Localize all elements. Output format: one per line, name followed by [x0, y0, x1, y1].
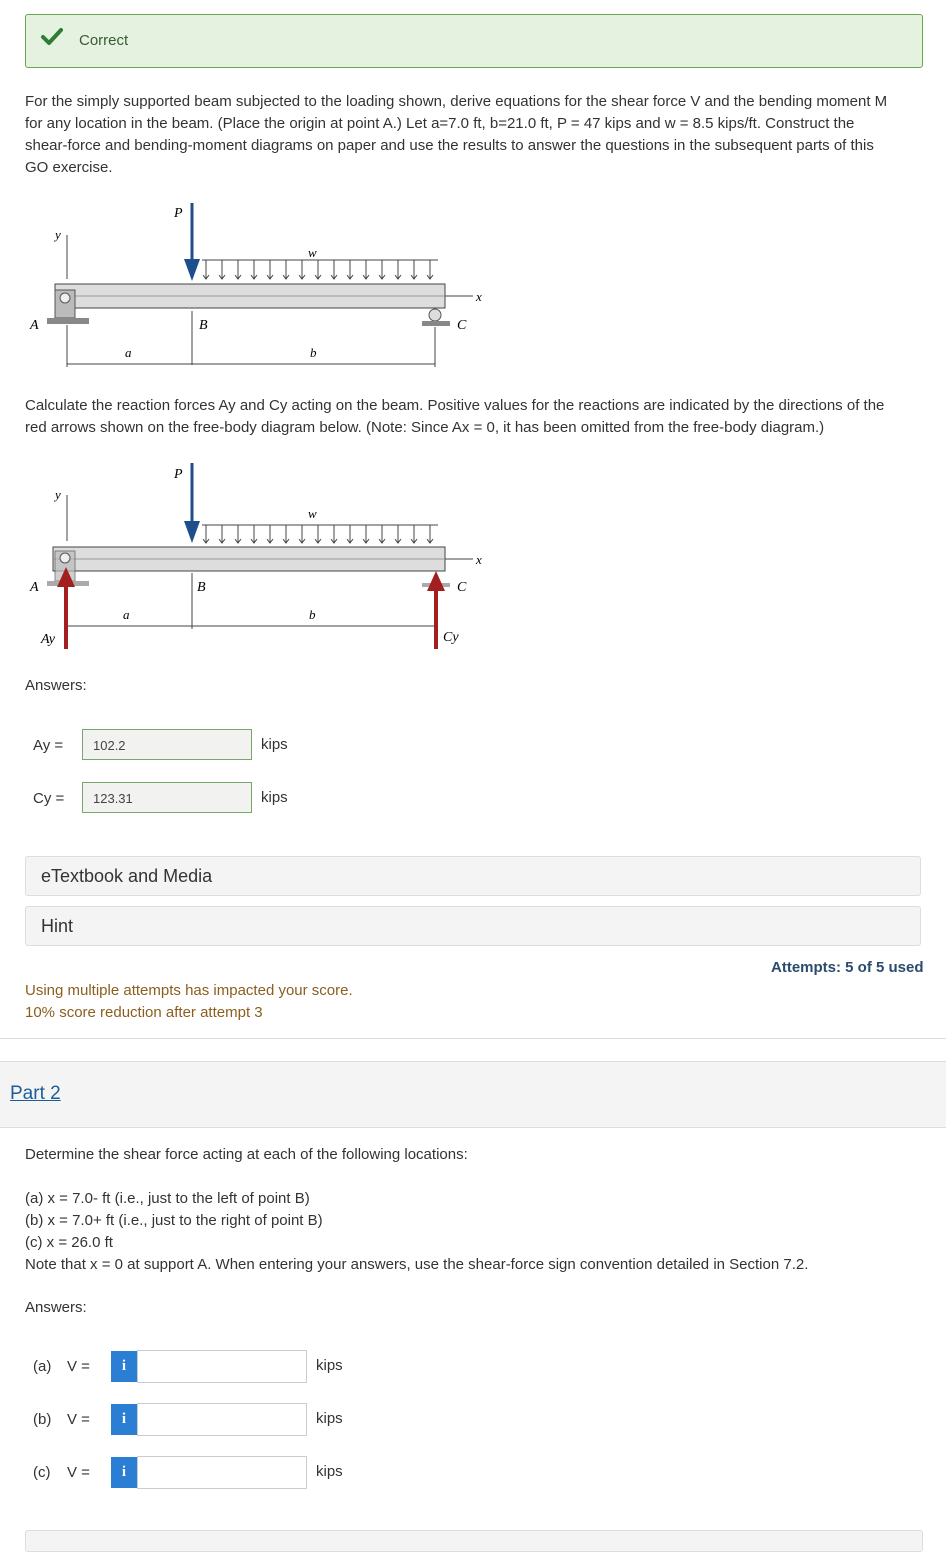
correct-banner — [25, 14, 923, 68]
correct-label: Correct — [79, 32, 129, 49]
hint-panel[interactable] — [25, 906, 921, 946]
fig1-B-label: B — [199, 318, 208, 333]
problem-text — [25, 91, 930, 179]
part2-answers-heading: Answers: — [25, 1299, 87, 1316]
fig2-w-label: w — [308, 506, 317, 521]
beam-figure — [25, 195, 505, 375]
penalty-line-2: 10% score reduction after attempt 3 — [25, 1004, 263, 1021]
problem-line-2: for any location in the beam. (Place the origin at point A.) Let a=7.0 ft, b=21.0 ft, P = 47 kips and w = 8.5 kips/ft. Construct the — [25, 115, 855, 132]
fig2-y-label: y — [55, 487, 61, 502]
part2-intro: Determine the shear force acting at each of the following locations: — [25, 1146, 468, 1163]
attempts-counter: Attempts: 5 of 5 used — [771, 959, 924, 976]
part2-locations — [25, 1188, 925, 1276]
ay-label: Ay = — [33, 737, 64, 754]
section-divider — [0, 1038, 946, 1039]
fig2-Cy-label: Cy — [443, 630, 459, 645]
fig2-Ay-label: Ay — [41, 632, 55, 647]
row-b-var: V = — [67, 1411, 90, 1428]
sign-convention-note: Note that x = 0 at support A. When entering your answers, use the shear-force sign convention detailed in Section 7.2. — [25, 1256, 809, 1273]
fig1-y-label: y — [55, 227, 61, 242]
free-body-diagram — [25, 455, 505, 660]
penalty-line-1: Using multiple attempts has impacted your score. — [25, 982, 353, 999]
problem-line-4: GO exercise. — [25, 159, 113, 176]
location-a: (a) x = 7.0- ft (i.e., just to the left of point B) — [25, 1190, 310, 1207]
info-icon[interactable]: i — [111, 1404, 137, 1435]
fig1-w-label: w — [308, 245, 317, 260]
fig1-b-label: b — [310, 345, 317, 360]
fig1-P-label: P — [174, 206, 183, 221]
problem-line-3: shear-force and bending-moment diagrams on paper and use the results to answer the questions in the subsequent parts of this — [25, 137, 874, 154]
fig2-A-label: A — [30, 580, 39, 595]
row-c-label: (c) — [33, 1464, 51, 1481]
fig2-C-label: C — [457, 580, 467, 595]
cy-label: Cy = — [33, 790, 65, 807]
part2-link[interactable]: Part 2 — [10, 1083, 61, 1104]
problem-line-1: For the simply supported beam subjected to the loading shown, derive equations for the shear force V and the bending moment M — [25, 93, 888, 110]
checkmark-icon — [40, 25, 64, 49]
reaction-line-1: Calculate the reaction forces Ay and Cy acting on the beam. Positive values for the reactions are indicated by the directions of the — [25, 397, 885, 414]
cy-input[interactable]: 123.31 — [82, 782, 252, 813]
fig2-B-label: B — [197, 580, 206, 595]
fig2-b-label: b — [309, 607, 316, 622]
shear-a-input[interactable] — [137, 1350, 307, 1383]
ay-input[interactable]: 102.2 — [82, 729, 252, 760]
reaction-prompt — [25, 395, 930, 439]
fig1-a-label: a — [125, 345, 132, 360]
next-panel[interactable] — [25, 1530, 923, 1552]
row-a-var: V = — [67, 1358, 90, 1375]
shear-b-input[interactable] — [137, 1403, 307, 1436]
fig1-A-label: A — [30, 318, 39, 333]
row-c-var: V = — [67, 1464, 90, 1481]
location-c: (c) x = 26.0 ft — [25, 1234, 113, 1251]
part2-header — [0, 1061, 946, 1128]
row-a-unit: kips — [316, 1357, 343, 1374]
row-c-unit: kips — [316, 1463, 343, 1480]
row-b-unit: kips — [316, 1410, 343, 1427]
info-icon[interactable]: i — [111, 1351, 137, 1382]
fig2-a-label: a — [123, 607, 130, 622]
cy-unit: kips — [261, 789, 288, 806]
etextbook-panel[interactable] — [25, 856, 921, 896]
reaction-line-2: red arrows shown on the free-body diagram below. (Note: Since Ax = 0, it has been omitted from the free-body diagram.) — [25, 419, 825, 436]
penalty-notice — [25, 980, 353, 1024]
shear-c-input[interactable] — [137, 1456, 307, 1489]
fig1-C-label: C — [457, 318, 467, 333]
fig2-P-label: P — [174, 467, 183, 482]
row-b-label: (b) — [33, 1411, 52, 1428]
info-icon[interactable]: i — [111, 1457, 137, 1488]
location-b: (b) x = 7.0+ ft (i.e., just to the right of point B) — [25, 1212, 323, 1229]
fig2-x-label: x — [476, 552, 482, 567]
answers-heading: Answers: — [25, 677, 87, 694]
hint-label: Hint — [41, 916, 74, 936]
fig1-x-label: x — [476, 289, 482, 304]
etextbook-label: eTextbook and Media — [41, 866, 213, 886]
row-a-label: (a) — [33, 1358, 52, 1375]
ay-unit: kips — [261, 736, 288, 753]
